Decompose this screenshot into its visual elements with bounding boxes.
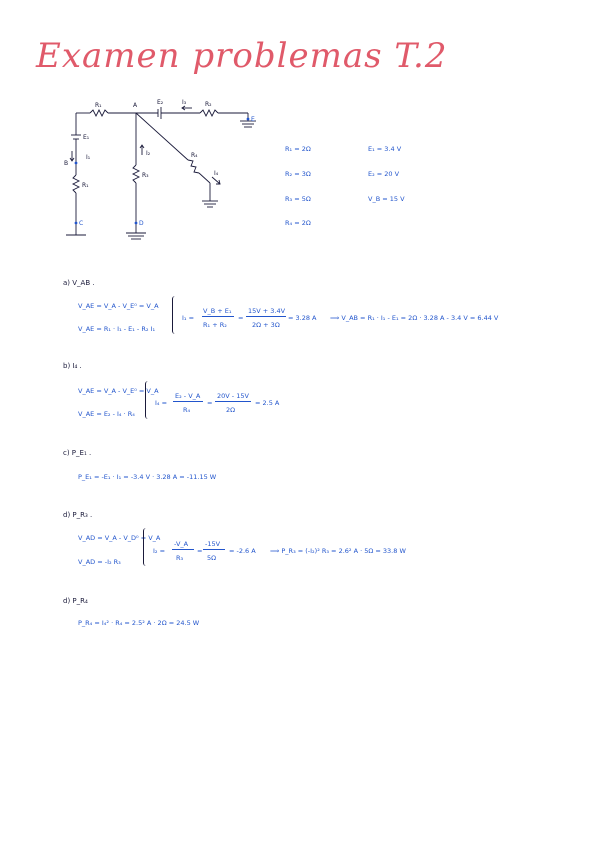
value-e1: E₁ = 3.4 V bbox=[368, 145, 402, 153]
section-d-frac-line bbox=[172, 549, 194, 550]
section-a-frac-mid: = bbox=[238, 314, 244, 322]
section-d-frac-line2 bbox=[203, 549, 225, 550]
section-a-eq2: V_AE = R₁ · I₁ - E₁ - R₂ I₁ bbox=[78, 325, 156, 333]
section-d-extra: ⟹ P_R₃ = (-I₂)² R₃ = 2.6² A · 5Ω = 33.8 W bbox=[270, 547, 406, 555]
label-a: A bbox=[133, 102, 138, 109]
section-d-eq2: V_AD = -I₂ R₃ bbox=[78, 558, 121, 566]
label-r3: R₃ bbox=[142, 172, 149, 179]
section-d-frac-lhs: I₂ = bbox=[153, 547, 166, 555]
label-r2: R₂ bbox=[205, 101, 212, 108]
value-r3: R₃ = 5Ω bbox=[285, 195, 311, 203]
section-a-frac-den2: 2Ω + 3Ω bbox=[252, 321, 280, 329]
section-a-frac-num2: 15V + 3.4V bbox=[248, 307, 286, 315]
section-b-frac-den: R₄ bbox=[183, 406, 191, 414]
section-c-eq: P_E₁ = -E₁ · I₁ = -3.4 V · 3.28 A = -11.15 W bbox=[78, 473, 217, 481]
label-i3: I₃ bbox=[182, 99, 187, 106]
value-r2: R₂ = 3Ω bbox=[285, 170, 311, 178]
label-e1: E₁ bbox=[83, 134, 90, 141]
section-b-frac-num: E₂ - V_A bbox=[175, 392, 201, 400]
section-c-heading: c) P_E₁ . bbox=[63, 449, 92, 457]
section-b-frac-num2: 20V - 15V bbox=[217, 392, 249, 400]
section-a-eq1: V_AE = V_A - V_E⁰ = V_A bbox=[78, 302, 159, 310]
value-r4: R₄ = 2Ω bbox=[285, 219, 311, 227]
label-e: E bbox=[251, 116, 255, 123]
value-vb: V_B = 15 V bbox=[368, 195, 405, 203]
section-a-result: = 3.28 A bbox=[288, 314, 317, 322]
section-d-frac-num2: -15V bbox=[205, 540, 221, 548]
value-e2: E₂ = 20 V bbox=[368, 170, 400, 178]
page-title: Examen problemas T.2 bbox=[36, 36, 448, 76]
section-b-brace bbox=[145, 381, 154, 419]
label-b: B bbox=[64, 160, 69, 167]
section-e-heading: d) P_R₄ bbox=[63, 597, 88, 605]
section-a-frac-line2 bbox=[246, 316, 286, 317]
section-d-brace bbox=[143, 528, 152, 566]
label-d: D bbox=[139, 220, 144, 227]
section-d-heading: d) P_R₃ . bbox=[63, 511, 93, 519]
section-d-frac-den2: 5Ω bbox=[207, 554, 217, 562]
section-a-frac-den: R₁ + R₂ bbox=[203, 321, 227, 329]
label-i2: I₂ bbox=[146, 150, 151, 157]
section-e-eq: P_R₄ = I₄² · R₄ = 2.5² A · 2Ω = 24.5 W bbox=[78, 619, 200, 627]
label-r4: R₄ bbox=[191, 152, 198, 159]
label-r4-left: R₁ bbox=[82, 182, 89, 189]
label-i1: I₁ bbox=[86, 154, 91, 161]
section-d-frac-num: -V_A bbox=[174, 540, 189, 548]
section-d-frac-den: R₃ bbox=[176, 554, 184, 562]
section-d-eq1: V_AD = V_A - V_D⁰ = V_A bbox=[78, 534, 161, 542]
section-b-result: = 2.5 A bbox=[255, 399, 280, 407]
section-a-frac-num: V_B + E₁ bbox=[203, 307, 232, 315]
section-b-eq2: V_AE = E₂ - I₄ · R₄ bbox=[78, 410, 135, 418]
circuit-diagram bbox=[60, 95, 260, 245]
section-d-result: = -2.6 A bbox=[229, 547, 256, 555]
section-b-eq1: V_AE = V_A - V_E⁰ = V_A bbox=[78, 387, 159, 395]
section-a-heading: a) V_AB . bbox=[63, 279, 95, 287]
section-b-frac-line2 bbox=[215, 401, 251, 402]
section-b-eq-sign: = bbox=[207, 399, 213, 407]
section-b-frac-lhs: I₄ = bbox=[155, 399, 168, 407]
section-a-frac-lhs: I₁ = bbox=[182, 314, 195, 322]
label-r1: R₁ bbox=[95, 102, 102, 109]
section-b-frac-den2: 2Ω bbox=[226, 406, 236, 414]
section-a-brace bbox=[172, 296, 181, 334]
section-b-frac-line bbox=[173, 401, 203, 402]
label-i4: I₄ bbox=[214, 170, 219, 177]
label-e2: E₂ bbox=[157, 99, 164, 106]
value-r1: R₁ = 2Ω bbox=[285, 145, 311, 153]
section-d-eq-sign: = bbox=[197, 547, 203, 555]
section-a-extra: ⟹ V_AB = R₁ · I₁ - E₁ = 2Ω · 3.28 A - 3.4 V = 6.44 V bbox=[330, 314, 499, 322]
section-b-heading: b) I₄ . bbox=[63, 362, 82, 370]
label-c: C bbox=[79, 220, 84, 227]
section-a-frac-line bbox=[202, 316, 234, 317]
